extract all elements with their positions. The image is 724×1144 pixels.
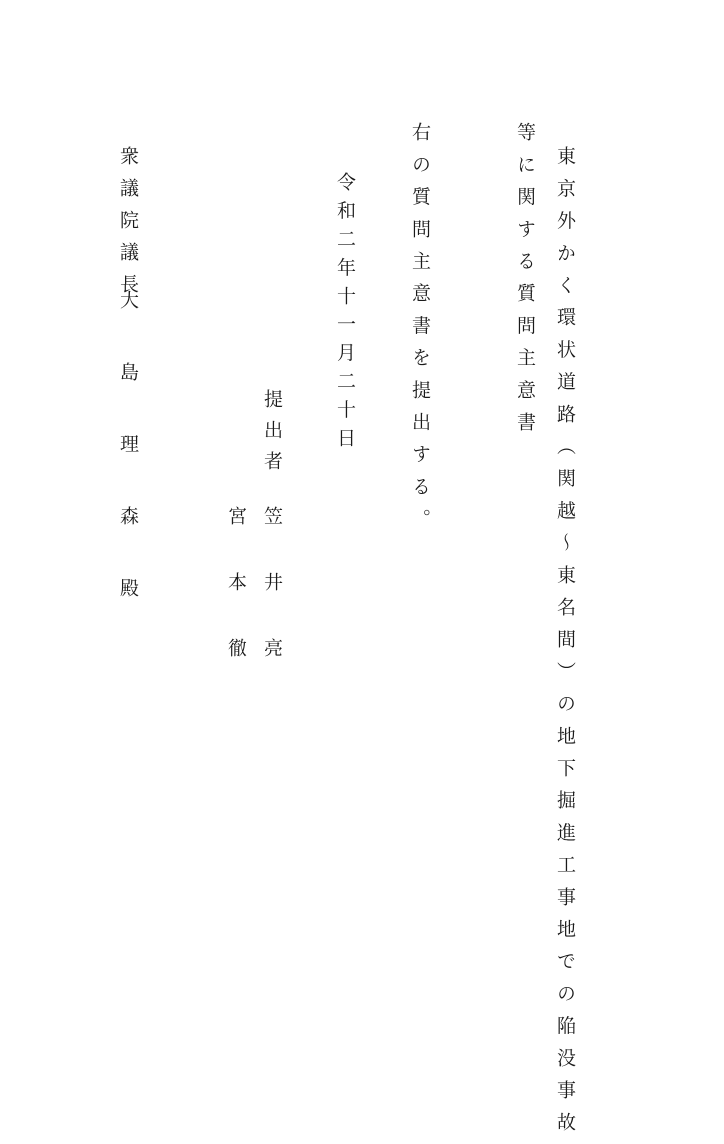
document-title-line-2: 等に関する質問主意書 xyxy=(514,122,536,444)
document-title-line-1: 東京外かく環状道路（関越～東名間）の地下掘進工事地での陥没事故 xyxy=(554,146,576,1144)
recipient-title: 衆議院議長 xyxy=(117,146,139,306)
submitter-name: 笠井亮 xyxy=(261,506,283,704)
submission-date: 令和二年十一月二十日 xyxy=(334,172,356,456)
body-statement: 右の質問主意書を提出する。 xyxy=(409,122,431,541)
submitter-label: 提出者 xyxy=(261,389,283,482)
co-submitter-name: 宮本徹 xyxy=(225,506,247,704)
recipient-name: 大島理森殿 xyxy=(117,290,139,650)
